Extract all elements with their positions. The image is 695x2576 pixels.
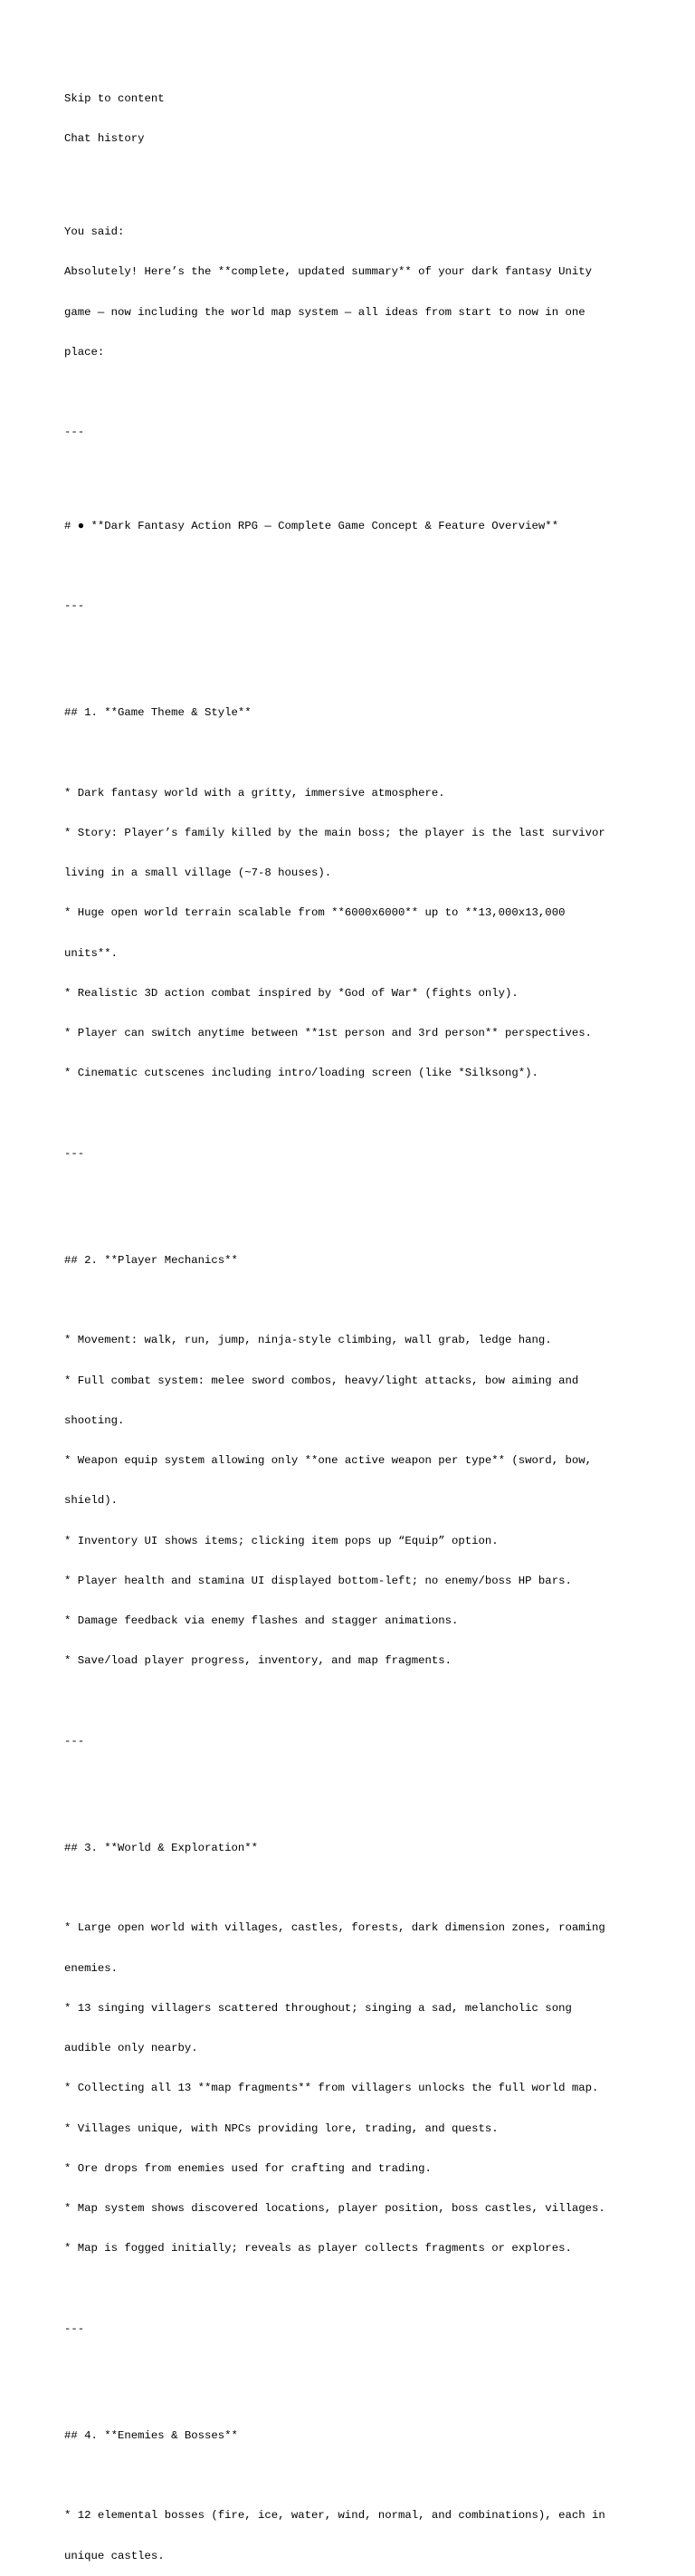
bullet-line: * Movement: walk, run, jump, ninja-style climbing, wall grab, ledge hang.: [64, 1334, 552, 1347]
bullet-line: * Map is fogged initially; reveals as player collects fragments or explores.: [64, 2242, 572, 2255]
intro-line-3: place:: [64, 345, 105, 359]
spacer: [64, 386, 643, 399]
spacer: [64, 639, 643, 653]
bullet-line: * Damage feedback via enemy flashes and stagger animations.: [64, 1614, 459, 1627]
intro-line-2: game — now including the world map system — all ideas from start to now in one: [64, 305, 586, 319]
bullet-line: audible only nearby.: [64, 2042, 198, 2054]
divider: ---: [64, 426, 85, 439]
spacer: [64, 1695, 643, 1709]
chat-history-link[interactable]: Chat history: [64, 131, 145, 145]
bullet-line: * Dark fantasy world with a gritty, immersive atmosphere.: [64, 786, 445, 800]
bullet-line: * Map system shows discovered locations, player position, boss castles, villages.: [64, 2202, 605, 2215]
bullet-line: * 12 elemental bosses (fire, ice, water, wind, normal, and combinations), each in: [64, 2509, 605, 2523]
bullet-line: living in a small village (~7-8 houses).: [64, 867, 332, 879]
document-title: # ● **Dark Fantasy Action RPG — Complete Game Concept & Feature Overview**: [64, 519, 559, 532]
divider: ---: [64, 2322, 85, 2335]
spacer: [64, 1775, 643, 1788]
bullet-line: * Full combat system: melee sword combos, heavy/light attacks, bow aiming and: [64, 1374, 579, 1387]
bullet-line: * Story: Player’s family killed by the main boss; the player is the last survivor: [64, 826, 605, 839]
bullet-line: * Large open world with villages, castles, forests, dark dimension zones, roaming: [64, 1921, 605, 1935]
spacer: [64, 2469, 643, 2483]
skip-to-content-link[interactable]: Skip to content: [64, 91, 165, 105]
bullet-line: * Villages unique, with NPCs providing lore, trading, and quests.: [64, 2121, 499, 2135]
bullet-line: units**.: [64, 946, 119, 960]
spacer: [64, 560, 643, 573]
bullet-line: shooting.: [64, 1413, 125, 1427]
bullet-line: * Collecting all 13 **map fragments** from villagers unlocks the full world map.: [64, 2082, 599, 2095]
bullet-line: * Ore drops from enemies used for crafting and trading.: [64, 2161, 432, 2175]
bullet-line: * Cinematic cutscenes including intro/loading screen (like *Silksong*).: [64, 1067, 538, 1080]
spacer: [64, 746, 643, 760]
spacer: [64, 2283, 643, 2296]
divider: ---: [64, 1146, 85, 1160]
bullet-line: * Inventory UI shows items; clicking item pops up “Equip” option.: [64, 1534, 499, 1547]
spacer: [64, 1882, 643, 1895]
spacer: [64, 1294, 643, 1307]
bullet-line: * Weapon equip system allowing only **one active weapon per type** (sword, bow,: [64, 1454, 592, 1467]
bullet-line: * Huge open world terrain scalable from **6000x6000** up to **13,000x13,000: [64, 906, 566, 920]
bullet-line: unique castles.: [64, 2549, 165, 2562]
divider: ---: [64, 1734, 85, 1748]
section-heading: ## 3. **World & Exploration**: [64, 1841, 259, 1854]
bullet-line: * Player can switch anytime between **1st person and 3rd person** perspectives.: [64, 1027, 592, 1039]
section-heading: ## 2. **Player Mechanics**: [64, 1253, 238, 1267]
spacer: [64, 1107, 643, 1121]
intro-line-1: Absolutely! Here’s the **complete, updated summary** of your dark fantasy Unity: [64, 265, 592, 279]
bullet-line: enemies.: [64, 1961, 119, 1975]
section-heading: ## 1. **Game Theme & Style**: [64, 706, 252, 719]
divider: ---: [64, 599, 85, 612]
bullet-line: shield).: [64, 1494, 119, 1508]
document-page: [64, 65, 643, 2576]
bullet-line: * Realistic 3D action combat inspired by *God of War* (fights only).: [64, 986, 519, 1000]
section-heading: ## 4. **Enemies & Bosses**: [64, 2428, 238, 2442]
speaker-label: You said:: [64, 225, 125, 238]
bullet-line: * Save/load player progress, inventory, and map fragments.: [64, 1654, 452, 1668]
spacer: [64, 1187, 643, 1201]
spacer: [64, 466, 643, 480]
bullet-line: * 13 singing villagers scattered throughout; singing a sad, melancholic song: [64, 2001, 572, 2015]
spacer: [64, 172, 643, 186]
spacer: [64, 2362, 643, 2376]
bullet-line: * Player health and stamina UI displayed bottom-left; no enemy/boss HP bars.: [64, 1574, 572, 1587]
